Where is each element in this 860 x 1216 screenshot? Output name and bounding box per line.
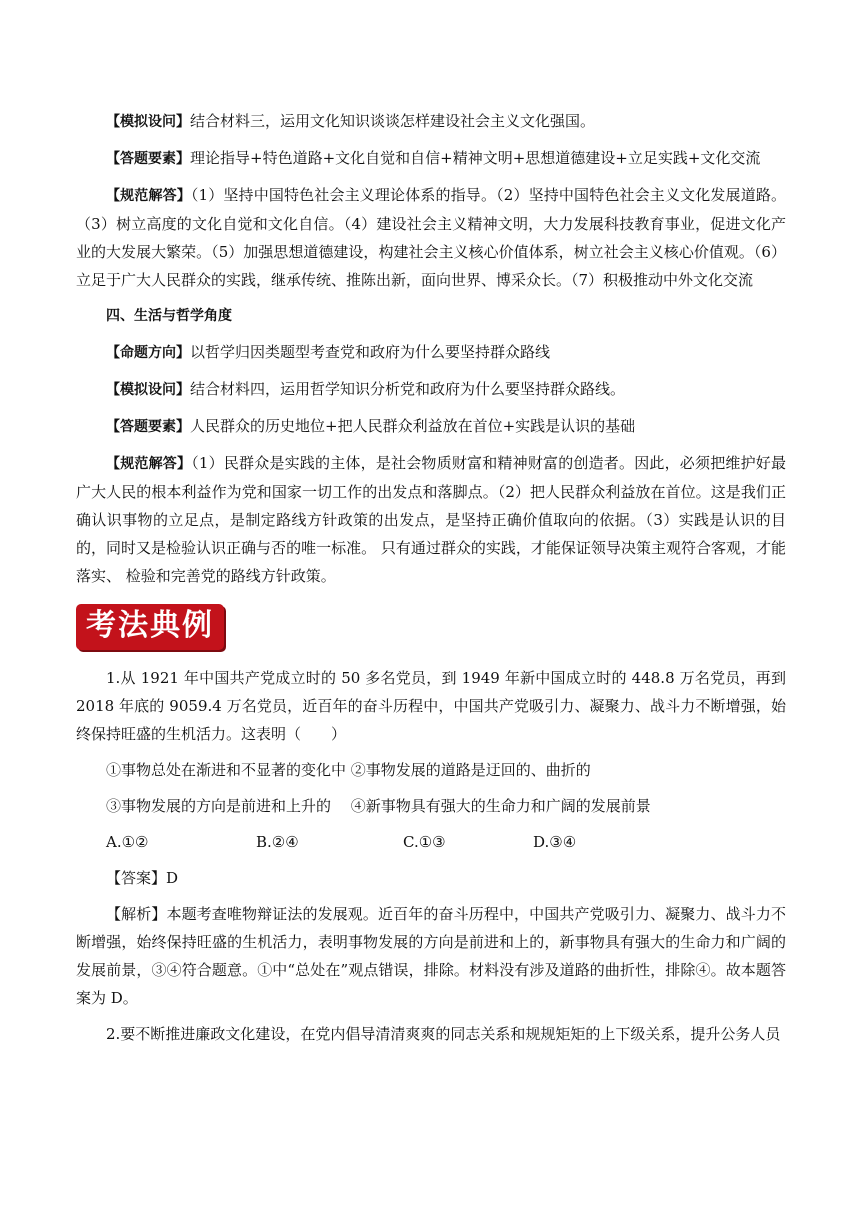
question-1-statements-line-2: ③事物发展的方向是前进和上升的 ④新事物具有强大的生命力和广阔的发展前景 (106, 797, 651, 815)
mock-question-tag: 【模拟设问】 (106, 114, 190, 130)
mock-question-paragraph (76, 107, 786, 136)
question-1-statements-line-1: ①事物总处在渐进和不显著的变化中 ②事物发展的道路是迂回的、曲折的 (106, 761, 591, 779)
standard-answer-paragraph-2 (76, 449, 786, 590)
mock-question-tag-2: 【模拟设问】 (106, 382, 190, 398)
section-heading: 四、生活与哲学角度 (106, 308, 232, 324)
mock-question-text-2: 结合材料四，运用哲学知识分析党和政府为什么要坚持群众路线。 (190, 380, 626, 398)
option-c: C.①③ (403, 833, 446, 851)
direction-tag: 【命题方向】 (106, 345, 190, 361)
example-banner: 考法典例 (76, 604, 224, 650)
mock-question-text: 结合材料三，运用文化知识谈谈怎样建设社会主义文化强国。 (190, 112, 596, 130)
document-content (76, 107, 786, 1048)
question-1-analysis (76, 900, 786, 1012)
key-points-paragraph (76, 144, 786, 173)
direction-text: 以哲学归因类题型考查党和政府为什么要坚持群众路线 (190, 343, 551, 361)
option-a: A.①② (106, 833, 149, 851)
analysis-tag: 【解析】 (106, 905, 167, 923)
direction-paragraph (76, 338, 786, 367)
answer-tag: 【答案】 (106, 869, 167, 887)
question-2-stem: 2.要不断推进廉政文化建设，在党内倡导清清爽爽的同志关系和规规矩矩的上下级关系，提升公务人员 (106, 1025, 781, 1043)
answer-text: D (166, 869, 179, 887)
key-points-tag-2: 【答题要素】 (106, 419, 190, 435)
key-points-paragraph-2 (76, 412, 786, 441)
standard-answer-paragraph (76, 181, 786, 294)
question-1-stem: 1.从 1921 年中国共产党成立时的 50 多名党员，到 1949 年新中国成立时的 448.8 万名党员，再到 2018 年底的 9059.4 万名党员，近百年的奋斗历程中，中国共产党吸引力、凝聚力、战斗力不断增强，始终保持旺盛的生机活力。这表明（ ） (76, 669, 786, 743)
standard-answer-tag-2: 【规范解答】 (106, 456, 192, 472)
question-1-answer (76, 864, 786, 892)
option-b: B.②④ (256, 833, 299, 851)
standard-answer-text-2: （1）民群众是实践的主体，是社会物质财富和精神财富的创造者。因此，必须把维护好最广大人民的根本利益作为党和国家一切工作的出发点和落脚点。（2）把人民群众利益放在首位。这是我们正确认识事物的立足点，是制定路线方针政策的出发点，是坚持正确价值取向的依据。（3）实践是认识的目的，同时又是检验认识正确与否的唯一标准。 只有通过群众的实践，才能保证领导决策主观符合客观，才能落实、 检验和完善党的路线方针政策。 (76, 454, 786, 585)
standard-answer-text: （1）坚持中国特色社会主义理论体系的指导。（2）坚持中国特色社会主义文化发展道路。（3）树立高度的文化自觉和文化自信。（4）建设社会主义精神文明，大力发展科技教育事业，促进文化产业的大发展大繁荣。（5）加强思想道德建设，构建社会主义核心价值体系，树立社会主义核心价值观。（6）立足于广大人民群众的实践，继承传统、推陈出新，面向世界、博采众长。（7）积极推动中外文化交流 (76, 186, 787, 289)
standard-answer-tag: 【规范解答】 (106, 188, 191, 204)
mock-question-paragraph-2 (76, 375, 786, 404)
key-points-tag: 【答题要素】 (106, 151, 190, 167)
key-points-text-2: 人民群众的历史地位+把人民群众利益放在首位+实践是认识的基础 (190, 417, 636, 435)
question-1-options (76, 828, 786, 856)
key-points-text: 理论指导+特色道路+文化自觉和自信+精神文明+思想道德建设+立足实践+文化交流 (190, 149, 761, 167)
analysis-text: 本题考查唯物辩证法的发展观。近百年的奋斗历程中，中国共产党吸引力、凝聚力、战斗力不断增强，始终保持旺盛的生机活力，表明事物发展的方向是前进和上的，新事物具有强大的生命力和广阔的发展前景，③④符合题意。①中“总处在”观点错误，排除。材料没有涉及道路的曲折性，排除④。故本题答案为 D。 (76, 905, 786, 1007)
option-d: D.③④ (533, 833, 577, 851)
